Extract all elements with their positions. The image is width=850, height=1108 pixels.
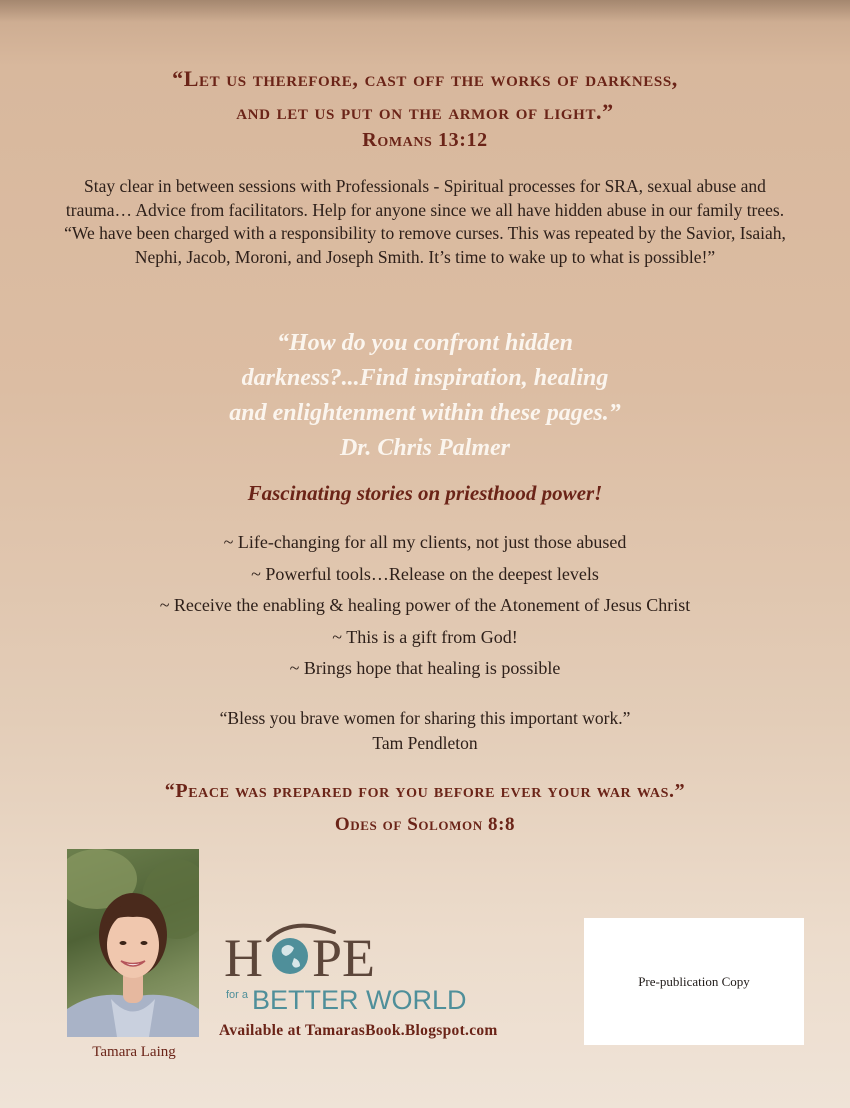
closing-quote-reference: Odes of Solomon 8:8 bbox=[334, 814, 516, 835]
logo-letters-pe: PE bbox=[312, 928, 376, 988]
author-photo bbox=[67, 849, 199, 1037]
bless-quote-author: Tam Pendleton bbox=[372, 733, 478, 753]
logo-for-a: for a bbox=[226, 989, 249, 1001]
praise-list bbox=[0, 528, 850, 686]
tagline: Fascinating stories on priesthood power! bbox=[247, 481, 603, 505]
endorsement-quote bbox=[0, 326, 850, 466]
bless-quote-text: “Bless you brave women for sharing this important work.” bbox=[219, 708, 631, 728]
praise-item: ~ This is a gift from God! bbox=[332, 626, 518, 647]
hope-for-a-better-world-logo bbox=[222, 918, 472, 1014]
opening-scripture-quote bbox=[0, 62, 850, 128]
top-shadow bbox=[0, 0, 850, 22]
endorsement-line-3: and enlightenment within these pages.” bbox=[229, 400, 621, 426]
praise-item: ~ Powerful tools…Release on the deepest levels bbox=[251, 563, 599, 584]
praise-item: ~ Life-changing for all my clients, not just those abused bbox=[223, 532, 627, 552]
logo-letter-h: H bbox=[224, 928, 263, 988]
endorsement-line-1: “How do you confront hidden bbox=[276, 330, 574, 356]
author-photo-caption: Tamara Laing bbox=[92, 1044, 176, 1060]
opening-quote-line-2: and let us put on the armor of light.” bbox=[236, 99, 614, 124]
endorsement-author: Dr. Chris Palmer bbox=[339, 435, 511, 461]
closing-scripture-quote: “Peace was prepared for you before ever your war was.” bbox=[164, 780, 686, 802]
globe-icon bbox=[272, 938, 308, 974]
logo-better-world: BETTER WORLD bbox=[252, 985, 467, 1014]
author-portrait-illustration bbox=[67, 849, 199, 1037]
book-description: Stay clear in between sessions with Professionals - Spiritual processes for SRA, sexual abuse and trauma… Advice from facilitators. Help for anyone since we all have hidden abuse in our family trees. “We have been charged with a responsibility to remove curses. This was repeated by the Savior, Isaiah, Nephi, Jacob, Moroni, and Joseph Smith. It’s time to wake up to what is possible!” bbox=[64, 176, 786, 267]
endorsement-line-2: darkness?...Find inspiration, healing bbox=[241, 365, 609, 391]
praise-item: ~ Brings hope that healing is possible bbox=[289, 658, 561, 679]
availability-text: Available at TamarasBook.Blogspot.com bbox=[219, 1022, 498, 1039]
opening-quote-reference: Romans 13:12 bbox=[362, 129, 488, 151]
praise-item: ~ Receive the enabling & healing power of the Atonement of Jesus Christ bbox=[159, 595, 691, 616]
opening-quote-line-1: “Let us therefore, cast off the works of darkness, bbox=[172, 66, 678, 91]
bless-quote bbox=[0, 706, 850, 756]
prepublication-label: Pre-publication Copy bbox=[638, 973, 750, 989]
prepublication-box bbox=[584, 918, 804, 1045]
